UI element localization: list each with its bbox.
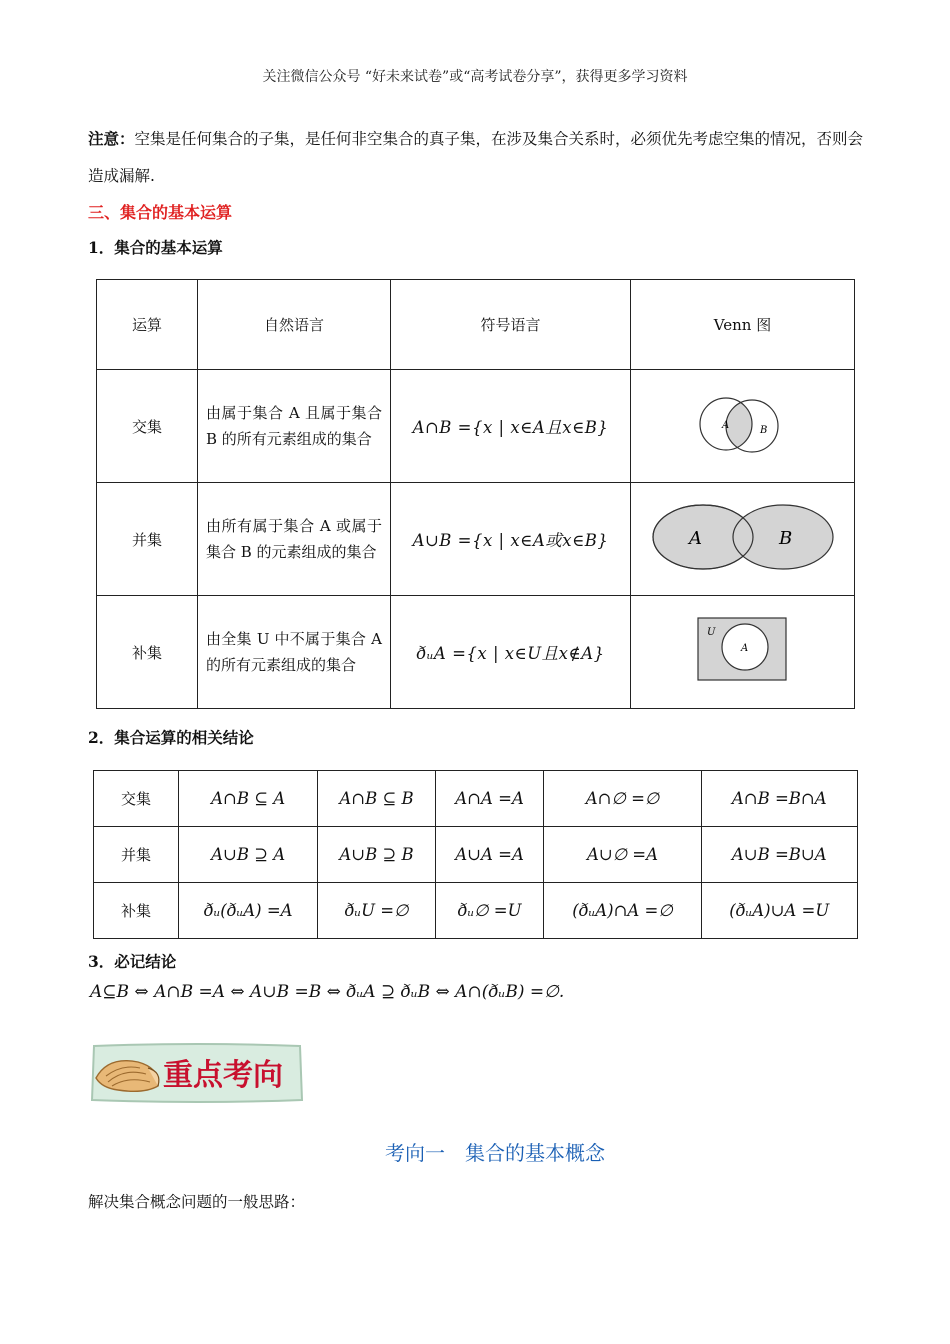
formula-cell: A∪B ⊇ A [179,827,318,883]
formula-cell: A∩B ⊆ B [318,771,435,827]
table-row [94,771,858,827]
venn-label: U [706,627,715,638]
row-label: 交集 [94,771,179,827]
subsection-3-title: 3．必记结论 [88,952,177,971]
banner-text: 重点考向 [163,1058,283,1093]
set-operations-table [96,279,855,709]
subsection-1-title: 1．集合的基本运算 [88,238,223,257]
symbol-language: A∪B ={x | x∈A或x∈B} [412,531,609,550]
op-name: 并集 [97,483,198,596]
conclusions-table [93,770,858,939]
row-label: 补集 [94,883,179,939]
venn-label: A [688,528,702,549]
venn-complement-diagram [697,617,789,683]
venn-label: B [778,528,792,549]
symbol-language: ðᵤA ={x | x∈U且x∉A} [416,644,605,663]
formula-cell: A∩A =A [435,771,544,827]
natural-language: 由所有属于集合 A 或属于集合 B 的元素组成的集合 [198,483,391,596]
header-note: 关注微信公众号 “好未来试卷”或“高考试卷分享”，获得更多学习资料 [262,69,688,85]
key-directions-banner [88,1042,306,1104]
venn-label: A [740,643,748,654]
op-name: 补集 [97,596,198,709]
formula-cell: ðᵤU =∅ [318,883,435,939]
natural-language: 由全集 U 中不属于集合 A 的所有元素组成的集合 [198,596,391,709]
table-row [97,596,855,709]
venn-label: B [759,425,767,436]
header-cell: Venn 图 [631,280,855,370]
venn-union-diagram [651,502,835,572]
section-3-title: 三、集合的基本运算 [88,203,233,222]
table-row [94,883,858,939]
symbol-language: A∩B ={x | x∈A且x∈B} [412,418,609,437]
must-remember-formula: A⊆B ⇔ A∩B =A ⇔ A∪B =B ⇔ ðᵤA ⊇ ðᵤB ⇔ A∩(ðᵤB) =∅. [90,982,565,1002]
op-name: 交集 [97,370,198,483]
header-cell: 运算 [97,280,198,370]
subsection-2-title: 2．集合运算的相关结论 [88,728,254,747]
row-label: 并集 [94,827,179,883]
note-text: 空集是任何集合的子集，是任何非空集合的真子集，在涉及集合关系时，必须优先考虑空集的情况，否则会造成漏解. [88,130,864,185]
formula-cell: A∪∅ =A [544,827,701,883]
venn-label: A [721,420,729,431]
note-label: 注意： [88,129,135,148]
formula-cell: (ðᵤA)∪A =U [701,883,857,939]
venn-intersection-diagram [688,392,798,456]
formula-cell: A∪B ⊇ B [318,827,435,883]
formula-cell: (ðᵤA)∩A =∅ [544,883,701,939]
chapter-title: 考向一 集合的基本概念 [385,1141,605,1165]
table-header-row [97,280,855,370]
table-row [94,827,858,883]
natural-language: 由属于集合 A 且属于集合 B 的所有元素组成的集合 [198,370,391,483]
header-cell: 自然语言 [198,280,391,370]
table-row [97,483,855,596]
formula-cell: A∪A =A [435,827,544,883]
formula-cell: ðᵤ∅ =U [435,883,544,939]
formula-cell: ðᵤ(ðᵤA) =A [179,883,318,939]
formula-cell: A∩B ⊆ A [179,771,318,827]
formula-cell: A∩B =B∩A [701,771,857,827]
last-paragraph: 解决集合概念问题的一般思路： [88,1193,306,1211]
formula-cell: A∪B =B∪A [701,827,857,883]
header-cell: 符号语言 [391,280,631,370]
table-row [97,370,855,483]
formula-cell: A∩∅ =∅ [544,771,701,827]
note-paragraph [88,120,878,195]
